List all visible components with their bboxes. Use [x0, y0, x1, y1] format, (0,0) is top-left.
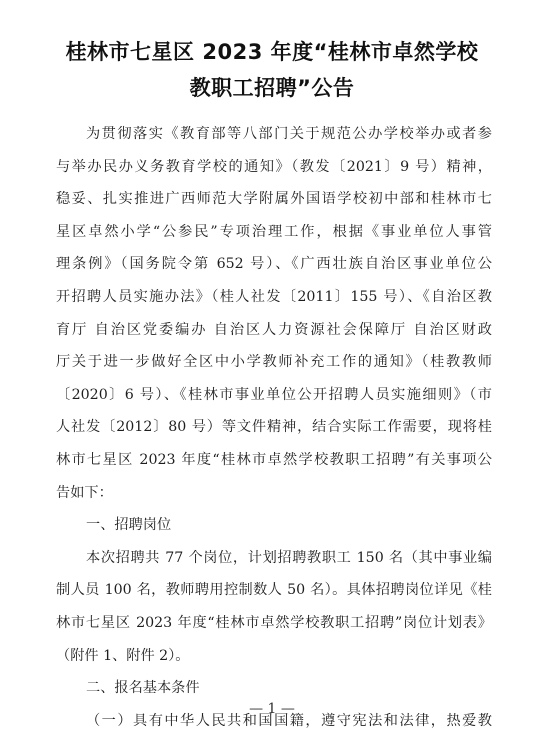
page-number: — 1 —: [249, 701, 295, 717]
body-line: 育厅 自治区党委编办 自治区人力资源社会保障厅 自治区财政: [56, 321, 492, 338]
body-line: 开招聘人员实施办法》（桂人社发〔2011〕155 号）、《自治区教: [56, 289, 492, 305]
document-title-line-1: 桂林市七星区 2023 年度“桂林市卓然学校: [65, 40, 479, 64]
body-line: （附件 1、附件 2）。: [56, 647, 190, 664]
body-line: 本次招聘共 77 个岗位，计划招聘教职工 150 名（其中事业编: [86, 549, 492, 566]
body-line: 制人员 100 名，教师聘用控制数人 50 名）。具体招聘岗位详见《桂: [56, 582, 492, 599]
body-line: 理条例》（国务院令第 652 号）、《广西壮族自治区事业单位公: [56, 256, 492, 273]
body-line: 〔2020〕6 号）、《桂林市事业单位公开招聘人员实施细则》（市: [56, 386, 492, 403]
body-line: 厅关于进一步做好全区中小学教师补充工作的通知》（桂教教师: [56, 354, 492, 371]
body-line: 稳妥、扎实推进广西师范大学附属外国语学校初中部和桂林市七: [56, 191, 492, 208]
body-line: 人社发〔2012〕80 号）等文件精神，结合实际工作需要，现将桂: [56, 419, 492, 436]
body-line: 告如下：: [56, 484, 113, 501]
body-line: 林市七星区 2023 年度“桂林市卓然学校教职工招聘”岗位计划表》: [56, 615, 492, 631]
document-title-line-2: 教职工招聘”公告: [189, 76, 355, 100]
body-line: 为贯彻落实《教育部等八部门关于规范公办学校举办或者参: [86, 126, 492, 142]
section-heading-requirements: 二、报名基本条件: [86, 680, 200, 697]
body-line: 星区卓然小学“公参民”专项治理工作，根据《事业单位人事管: [56, 223, 492, 240]
body-line: （一）具有中华人民共和国国籍，遵守宪法和法律，热爱教: [86, 712, 492, 729]
body-line: 林市七星区 2023 年度“桂林市卓然学校教职工招聘”有关事项公: [56, 452, 492, 468]
section-heading-positions: 一、招聘岗位: [86, 517, 172, 534]
body-line: 与举办民办义务教育学校的通知》（教发〔2021〕9 号）精神，: [56, 158, 492, 175]
